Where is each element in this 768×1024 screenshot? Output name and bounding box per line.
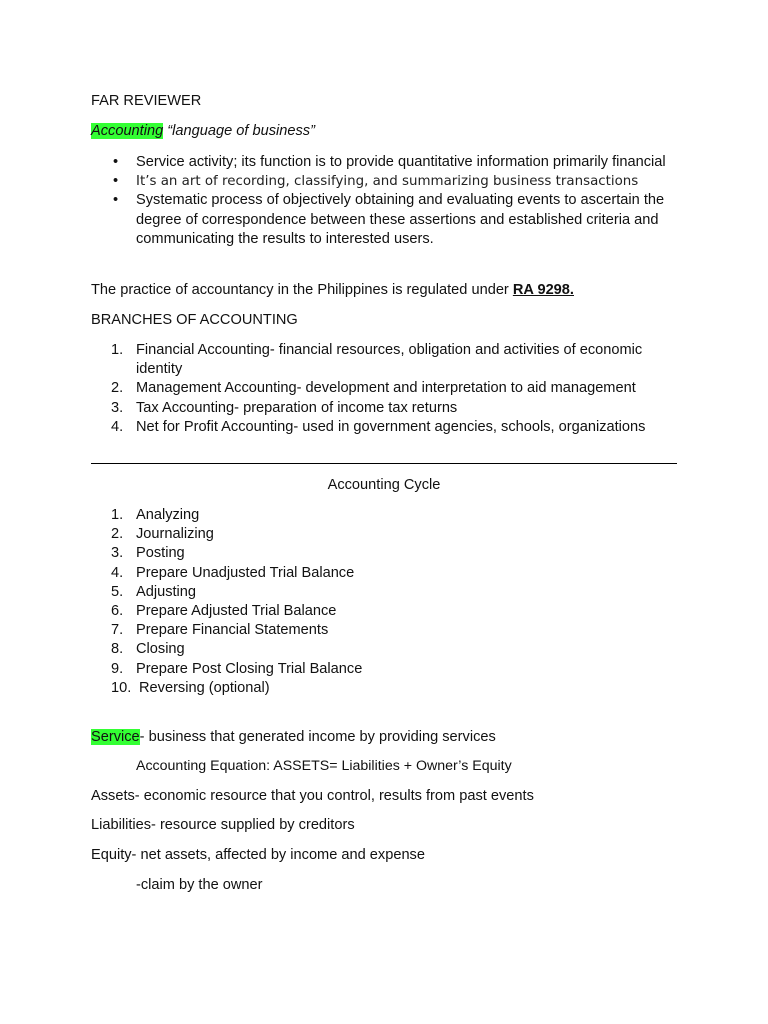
branch-text: Financial Accounting- financial resources, obligation and activities of economic identity [136,342,643,378]
accounting-points-list [91,153,691,249]
accounting-point-2: It’s an art of recording, classifying, and summarizing business transactions [136,174,639,190]
equity-definition: Equity- net assets, affected by income and expense [91,847,425,863]
list-item [91,506,691,525]
cycle-step-text: Reversing (optional) [139,679,270,696]
list-item [91,418,691,437]
list-number: 4. [111,418,124,435]
list-item [91,544,691,563]
list-number: 8. [111,641,124,658]
practice-statement [91,281,574,300]
list-number: 2. [111,526,124,543]
list-item [91,172,691,191]
accounting-point-1: Service activity; its function is to provide quantitative information primarily financial [136,154,666,170]
branches-list [91,341,691,437]
assets-definition: Assets- economic resource that you control, results from past events [91,788,534,804]
list-item [91,341,691,379]
branch-text: Tax Accounting- preparation of income tax returns [136,399,458,416]
list-number: 5. [111,583,124,600]
cycle-step-text: Prepare Unadjusted Trial Balance [136,564,355,581]
list-number: 3. [111,399,124,416]
list-number: 2. [111,380,124,397]
cycle-steps-list [91,506,691,698]
list-number: 3. [111,545,124,562]
accounting-definition [91,122,315,141]
list-item [91,399,691,418]
document-title: FAR REVIEWER [91,93,202,109]
cycle-step-text: Prepare Financial Statements [136,622,329,639]
branch-text: Net for Profit Accounting- used in government agencies, schools, organizations [136,418,646,435]
cycle-step-text: Prepare Post Closing Trial Balance [136,660,363,677]
cycle-step-text: Analyzing [136,507,200,523]
list-number: 6. [111,603,124,620]
list-item [91,153,691,172]
list-item [91,191,691,249]
list-number: 4. [111,564,124,581]
cycle-step-text: Prepare Adjusted Trial Balance [136,603,337,620]
service-text: - business that generated income by providing services [139,729,496,745]
list-item [91,379,691,398]
cycle-step-text: Adjusting [136,583,197,600]
cycle-step-text: Closing [136,641,185,658]
list-item [91,640,691,659]
practice-law: RA 9298. [512,282,574,298]
equity-claim: -claim by the owner [136,877,263,893]
accounting-equation: Accounting Equation: ASSETS= Liabilities + Owner’s Equity [136,758,512,774]
branch-text: Management Accounting- development and interpretation to aid management [136,380,636,397]
service-definition [91,728,496,747]
list-item [91,660,691,679]
list-item [91,602,691,621]
bullet-icon: • [113,154,119,170]
list-number: 9. [111,660,124,677]
list-item [91,583,691,602]
branches-heading: BRANCHES OF ACCOUNTING [91,312,298,328]
liabilities-definition: Liabilities- resource supplied by creditors [91,817,355,833]
list-number: 7. [111,622,124,639]
list-number: 1. [111,507,124,523]
accounting-quote: “language of business” [163,123,315,139]
cycle-step-text: Journalizing [136,526,214,543]
list-item [91,621,691,640]
list-number: 10. [111,679,132,696]
list-number: 1. [111,342,124,358]
service-term-highlight: Service [91,729,140,745]
accounting-point-3: Systematic process of objectively obtaining and evaluating events to ascertain the degree of correspondence between these assertions and established criteria and communicating the results to interested users. [136,192,665,247]
horizontal-divider [91,463,677,464]
list-item [91,564,691,583]
list-item [91,679,691,698]
accounting-term-highlight: Accounting [91,123,164,139]
practice-text: The practice of accountancy in the Philippines is regulated under [91,282,513,298]
cycle-heading: Accounting Cycle [327,477,441,493]
bullet-icon: • [113,192,119,209]
list-item [91,525,691,544]
cycle-step-text: Posting [136,545,185,562]
bullet-icon: • [113,173,119,190]
